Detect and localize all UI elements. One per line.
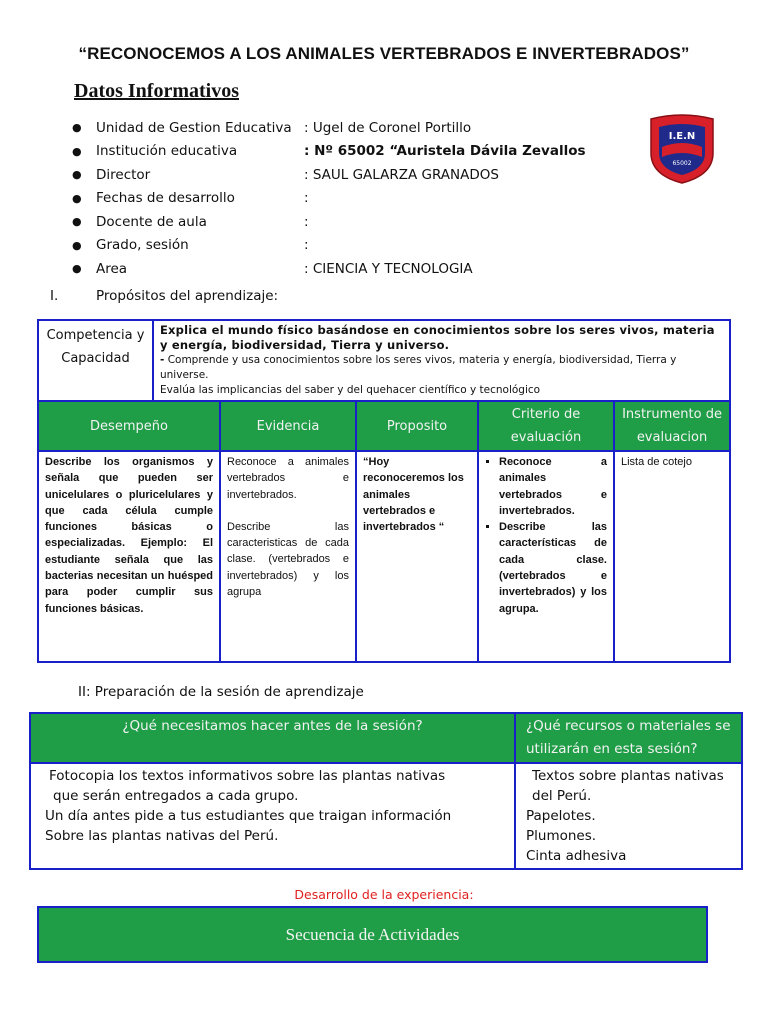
logo-text: I.E.N — [668, 131, 696, 142]
capacidad-1: - Comprende y usa conocimientos sobre los seres vivos, materia y energía, biodiversidad, Tierra y universe. — [160, 354, 677, 381]
info-value: : Nº 65002 “Auristela Dávila Zevallos — [304, 143, 586, 160]
resource-item: Plumones. — [526, 828, 597, 844]
bullet-icon: ● — [72, 262, 82, 276]
col-header-criterio: Criterio de evaluación — [478, 401, 614, 451]
evidencia-1: Reconoce a animales vertebrados e invertebrados. — [227, 456, 349, 501]
col-header-recursos: ¿Qué recursos o materiales se utilizarán en esta sesión? — [515, 713, 742, 763]
preparation-header-row — [30, 713, 742, 763]
competencia-row — [38, 320, 730, 401]
cell-instrumento: Lista de cotejo — [614, 451, 730, 662]
info-label: Fechas de desarrollo — [96, 190, 235, 207]
criterio-item: ▪ Reconoce a animales vertebrados e invertebrados. — [499, 454, 607, 519]
info-row-area — [72, 257, 632, 281]
bullet-icon: ● — [72, 191, 82, 205]
section-heading-preparacion: II: Preparación de la sesión de aprendizaje — [78, 684, 364, 700]
development-heading: Desarrollo de la experiencia: — [294, 887, 474, 902]
info-row-director — [72, 163, 632, 187]
bullet-icon: ● — [72, 121, 82, 135]
col-header-desempeno: Desempeño — [38, 401, 220, 451]
info-row-fechas — [72, 187, 632, 211]
section-title: Propósitos del aprendizaje: — [96, 288, 279, 304]
info-label: Grado, sesión — [96, 237, 189, 254]
info-label: Director — [96, 166, 151, 183]
sequence-banner: Secuencia de Actividades — [37, 906, 708, 963]
criterio-item: ▪ Describe las características de cada clase. (vertebrados e invertebrados) y los agrupa. — [499, 519, 607, 617]
cell-antes — [30, 763, 515, 869]
info-label: Docente de aula — [96, 213, 207, 230]
bullet-icon: ● — [72, 144, 82, 158]
preparation-table — [29, 712, 743, 870]
prep-line: Sobre las plantas nativas del Perú. — [45, 828, 279, 844]
preparation-body-row — [30, 763, 742, 869]
resource-item: Cinta adhesiva — [526, 848, 627, 864]
info-value: : Ugel de Coronel Portillo — [304, 119, 472, 136]
purposes-table — [37, 319, 731, 663]
section-heading-datos: Datos Informativos — [74, 80, 239, 102]
capacidad-2: Evalúa las implicancias del saber y del quehacer científico y tecnológico — [160, 384, 541, 396]
info-row-docente — [72, 210, 632, 234]
document-title: “RECONOCEMOS A LOS ANIMALES VERTEBRADOS E INVERTEBRADOS” — [78, 44, 690, 63]
cell-recursos — [515, 763, 742, 869]
prep-line: que serán entregados a cada grupo. — [53, 788, 299, 804]
info-list — [72, 116, 632, 281]
prep-line: Un día antes pide a tus estudiantes que traigan información — [45, 808, 452, 824]
cell-desempeno: Describe los organismos y señala que pueden ser unicelulares o pluricelulares y que cada célula cumple funciones básicas o especializadas. Ejemplo: El estudiante señala que las bacterias necesitan un huésped para poder cumplir sus funciones básicas. — [38, 451, 220, 662]
info-row-ugel — [72, 116, 632, 140]
bullet-icon: ● — [72, 215, 82, 229]
evidencia-2: Describe las caracteristicas de cada clase. (vertebrados e invertebrados) y los agrupa — [227, 520, 349, 599]
logo-number: 65002 — [672, 160, 692, 167]
section-number: I. — [50, 288, 59, 304]
bullet-icon: ● — [72, 168, 82, 182]
info-value: : SAUL GALARZA GRANADOS — [304, 166, 499, 183]
info-row-institucion — [72, 140, 632, 164]
competencia-main: Explica el mundo físico basándose en conocimientos sobre los seres vivos, materia y energía, biodiversidad, Tierra y universo. — [160, 323, 715, 352]
info-row-grado — [72, 234, 632, 258]
col-header-evidencia: Evidencia — [220, 401, 356, 451]
prep-line: Fotocopia los textos informativos sobre las plantas nativas — [49, 768, 446, 784]
info-value: : CIENCIA Y TECNOLOGIA — [304, 260, 473, 277]
resource-item: Papelotes. — [526, 808, 596, 824]
cell-proposito: “Hoy reconoceremos los animales vertebrados e invertebrados “ — [356, 451, 478, 662]
info-label: Unidad de Gestion Educativa — [96, 119, 292, 136]
info-value: : — [304, 237, 309, 254]
purposes-header-row — [38, 401, 730, 451]
resource-item: Textos sobre plantas nativas del Perú. — [532, 768, 724, 804]
info-label: Institución educativa — [96, 143, 238, 160]
info-value: : — [304, 190, 309, 207]
col-header-antes: ¿Qué necesitamos hacer antes de la sesión? — [30, 713, 515, 763]
competencia-content — [153, 320, 730, 401]
info-label: Area — [96, 260, 128, 277]
school-logo — [647, 113, 717, 185]
col-header-proposito: Proposito — [356, 401, 478, 451]
section-heading-propositos — [50, 288, 278, 304]
cell-evidencia — [220, 451, 356, 662]
info-value: : — [304, 213, 309, 230]
purposes-body-row — [38, 451, 730, 662]
col-header-instrumento: Instrumento de evaluacion — [614, 401, 730, 451]
cell-criterio — [478, 451, 614, 662]
competencia-label: Competencia y Capacidad — [38, 320, 153, 401]
bullet-icon: ● — [72, 238, 82, 252]
